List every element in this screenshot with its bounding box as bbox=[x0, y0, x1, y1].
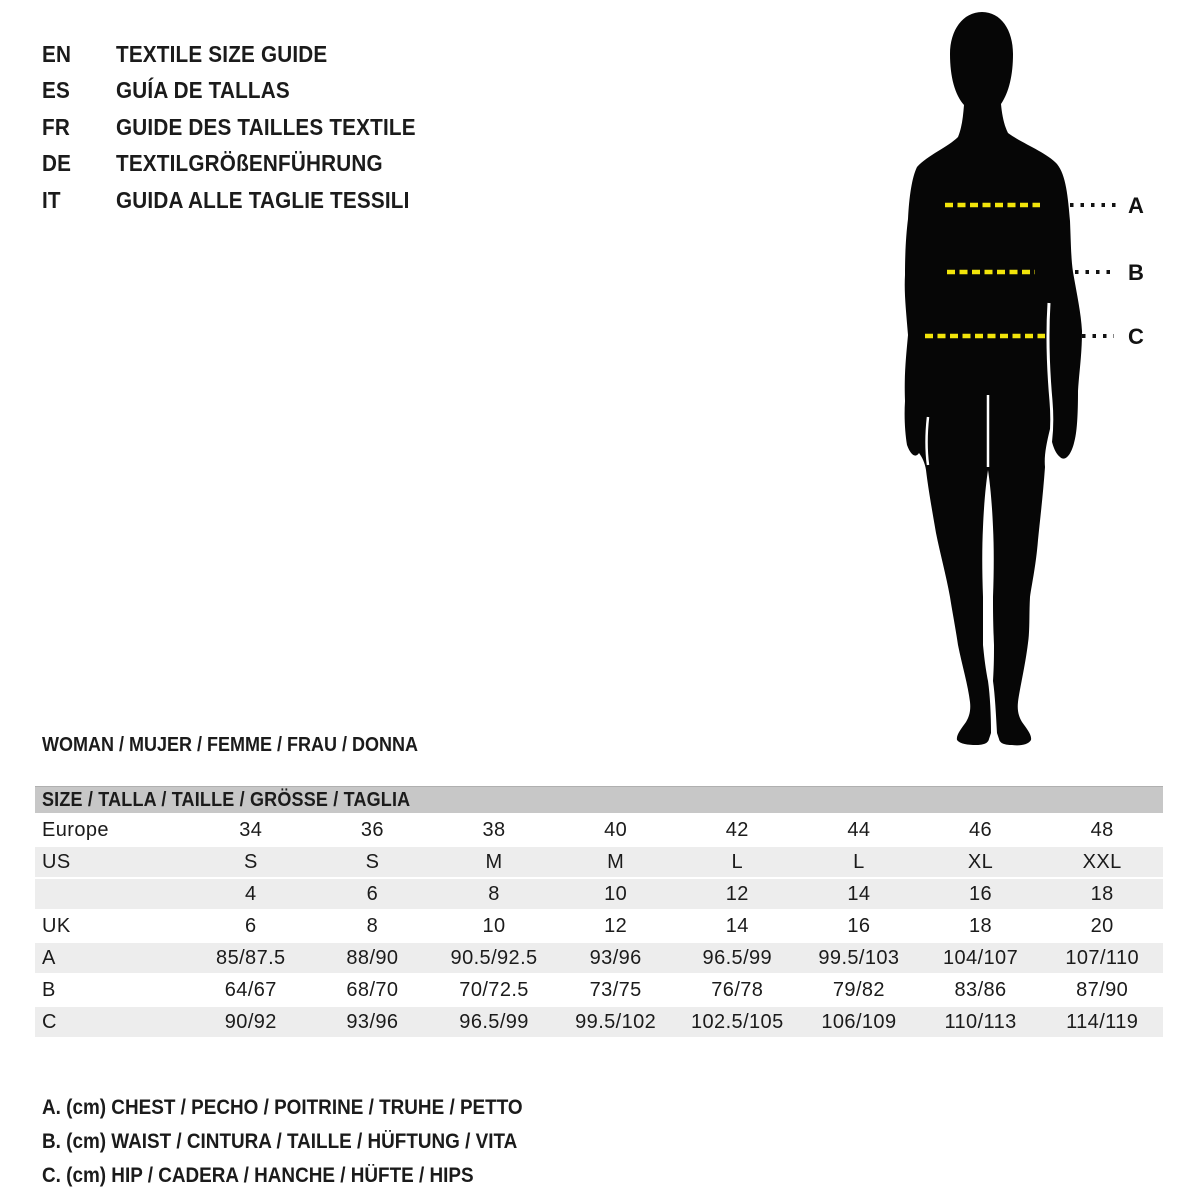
cell: XL bbox=[920, 847, 1042, 877]
cell: 90/92 bbox=[190, 1007, 312, 1037]
cell: L bbox=[677, 847, 799, 877]
cell: 12 bbox=[604, 914, 628, 937]
cell: 107/110 bbox=[1041, 943, 1163, 973]
size-table bbox=[35, 784, 1163, 1039]
cell: 110/113 bbox=[920, 1007, 1042, 1037]
legend-item-hip: C. (cm) HIP / CADERA / HANCHE / HÜFTE / HIPS bbox=[42, 1164, 474, 1187]
cell: 18 bbox=[1041, 879, 1163, 909]
cell: 38 bbox=[482, 818, 506, 841]
lang-code: IT bbox=[42, 186, 61, 213]
cell: 73/75 bbox=[589, 978, 642, 1001]
title-row-es bbox=[42, 73, 449, 110]
cell: 48 bbox=[1090, 818, 1114, 841]
cell: 8 bbox=[433, 879, 555, 909]
cell: 104/107 bbox=[920, 943, 1042, 973]
cell: 64/67 bbox=[224, 978, 277, 1001]
cell: 40 bbox=[604, 818, 628, 841]
cell: 68/70 bbox=[346, 978, 399, 1001]
lang-code: DE bbox=[42, 150, 72, 177]
cell: 8 bbox=[366, 914, 379, 937]
gender-heading-text: WOMAN / MUJER / FEMME / FRAU / DONNA bbox=[42, 734, 418, 756]
table-row-europe bbox=[35, 815, 1163, 845]
table-row-us-numeric bbox=[35, 879, 1163, 909]
cell: 83/86 bbox=[954, 978, 1007, 1001]
row-label: US bbox=[35, 847, 190, 877]
row-label: A bbox=[35, 943, 190, 973]
cell: 18 bbox=[969, 914, 993, 937]
row-label: Europe bbox=[42, 818, 109, 841]
woman-silhouette bbox=[905, 12, 1082, 745]
table-row-hip bbox=[35, 1007, 1163, 1037]
title-row-it bbox=[42, 182, 449, 219]
cell: 42 bbox=[725, 818, 749, 841]
measure-label-c: C bbox=[1128, 324, 1144, 349]
cell: 96.5/99 bbox=[433, 1007, 555, 1037]
cell: 10 bbox=[555, 879, 677, 909]
cell: 70/72.5 bbox=[459, 978, 529, 1001]
cell: 14 bbox=[798, 879, 920, 909]
cell: 102.5/105 bbox=[677, 1007, 799, 1037]
cell: 20 bbox=[1090, 914, 1114, 937]
measure-label-a: A bbox=[1128, 193, 1144, 218]
legend-item-chest: A. (cm) CHEST / PECHO / POITRINE / TRUHE / PETTO bbox=[42, 1096, 523, 1119]
table-row-waist bbox=[35, 975, 1163, 1005]
cell: 46 bbox=[969, 818, 993, 841]
cell: 12 bbox=[677, 879, 799, 909]
legend-item-waist: B. (cm) WAIST / CINTURA / TAILLE / HÜFTUNG / VITA bbox=[42, 1130, 518, 1153]
size-table-container bbox=[35, 784, 1163, 1039]
cell: 99.5/103 bbox=[798, 943, 920, 973]
cell: 76/78 bbox=[711, 978, 764, 1001]
cell: 4 bbox=[190, 879, 312, 909]
table-row-chest bbox=[35, 943, 1163, 973]
cell: 88/90 bbox=[312, 943, 434, 973]
title-text: GUIDE DES TAILLES TEXTILE bbox=[116, 113, 416, 140]
title-language-list bbox=[42, 36, 449, 219]
cell: 85/87.5 bbox=[190, 943, 312, 973]
cell: 6 bbox=[245, 914, 257, 937]
hand-gap-left bbox=[927, 417, 929, 465]
size-table-header-row bbox=[35, 786, 1163, 813]
row-label bbox=[35, 879, 190, 909]
lang-code: FR bbox=[42, 113, 70, 140]
cell: L bbox=[798, 847, 920, 877]
cell: 90.5/92.5 bbox=[433, 943, 555, 973]
title-text: GUIDA ALLE TAGLIE TESSILI bbox=[116, 186, 410, 213]
title-row-en bbox=[42, 36, 449, 73]
cell: 16 bbox=[920, 879, 1042, 909]
row-label: B bbox=[42, 978, 56, 1001]
row-label: C bbox=[35, 1007, 190, 1037]
cell: 6 bbox=[312, 879, 434, 909]
cell: 79/82 bbox=[832, 978, 885, 1001]
cell: S bbox=[190, 847, 312, 877]
cell: 36 bbox=[360, 818, 384, 841]
measurement-legend bbox=[42, 1091, 576, 1193]
cell: 10 bbox=[482, 914, 506, 937]
size-table-header: SIZE / TALLA / TAILLE / GRÖSSE / TAGLIA bbox=[35, 786, 1163, 813]
woman-measurement-diagram bbox=[860, 5, 1180, 750]
title-row-fr bbox=[42, 109, 449, 146]
measure-label-b: B bbox=[1128, 260, 1144, 285]
cell: 106/109 bbox=[798, 1007, 920, 1037]
cell: 93/96 bbox=[555, 943, 677, 973]
cell: 34 bbox=[239, 818, 263, 841]
cell: M bbox=[433, 847, 555, 877]
cell: 44 bbox=[847, 818, 871, 841]
cell: 96.5/99 bbox=[677, 943, 799, 973]
lang-code: ES bbox=[42, 77, 70, 104]
cell: 16 bbox=[847, 914, 871, 937]
title-text: TEXTILE SIZE GUIDE bbox=[116, 40, 328, 67]
gender-heading bbox=[42, 734, 460, 757]
cell: XXL bbox=[1041, 847, 1163, 877]
cell: M bbox=[555, 847, 677, 877]
lang-code: EN bbox=[42, 40, 72, 67]
cell: 99.5/102 bbox=[555, 1007, 677, 1037]
cell: 114/119 bbox=[1041, 1007, 1163, 1037]
cell: 14 bbox=[725, 914, 749, 937]
title-text: GUÍA DE TALLAS bbox=[116, 77, 290, 104]
row-label: UK bbox=[42, 914, 71, 937]
cell: 93/96 bbox=[312, 1007, 434, 1037]
title-text: TEXTILGRÖßENFÜHRUNG bbox=[116, 150, 383, 177]
table-row-uk bbox=[35, 911, 1163, 941]
title-row-de bbox=[42, 146, 449, 183]
table-row-us bbox=[35, 847, 1163, 877]
cell: 87/90 bbox=[1076, 978, 1129, 1001]
cell: S bbox=[312, 847, 434, 877]
